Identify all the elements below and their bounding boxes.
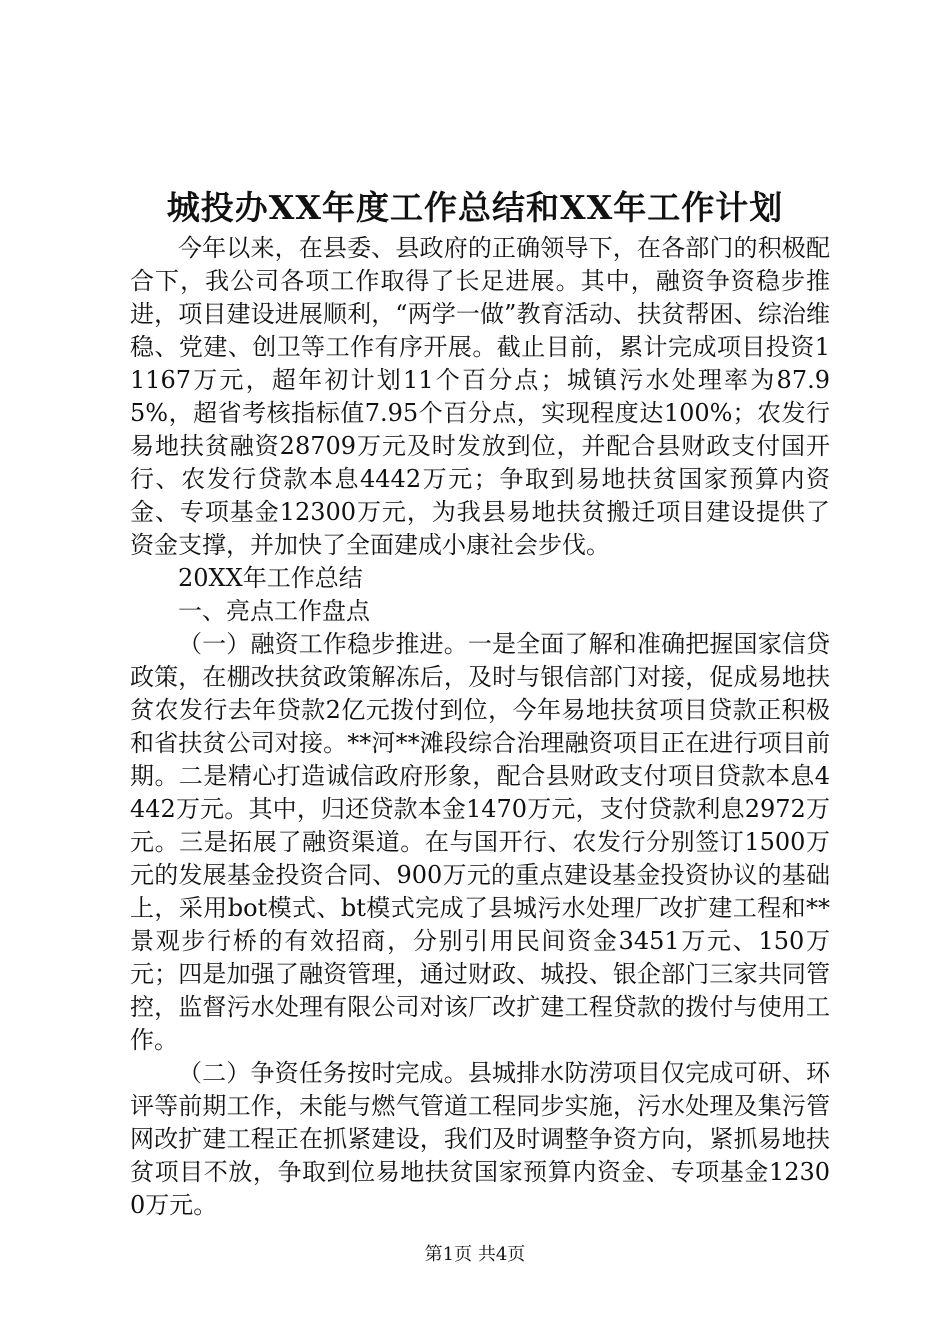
document-title: 城投办XX年度工作总结和XX年工作计划: [166, 188, 784, 227]
paragraph-financing: （一）融资工作稳步推进。一是全面了解和准确把握国家信贷政策，在棚改扶贫政策解冻后，及时与银信部门对接，促成易地扶贫农发行去年贷款2亿元拨付到位，今年易地扶贫项目贷款正积极和省扶贫公司对接。**河**滩段综合治理融资项目正在进行项目前期。二是精心打造诚信政府形象，配合县财政支付项目贷款本息4442万元。其中，归还贷款本金1470万元，支付贷款利息2972万元。三是拓展了融资渠道。在与国开行、农发行分别签订1500万元的发展基金投资合同、900万元的重点建设基金投资协议的基础上，采用bot模式、bt模式完成了县城污水处理厂改扩建工程和**景观步行桥的有效招商，分别引用民间资金3451万元、150万元；四是加强了融资管理，通过财政、城投、银企部门三家共同管控，监督污水处理有限公司对该厂改扩建工程贷款的拨付与使用工作。: [130, 630, 830, 1054]
page-footer: 第1页 共4页: [424, 1244, 526, 1265]
section-heading-highlights: 一、亮点工作盘点: [178, 597, 370, 625]
document-body: [130, 232, 830, 1222]
section-heading-summary: 20XX年工作总结: [178, 564, 363, 592]
paragraph-funding: （二）争资任务按时完成。县城排水防涝项目仅完成可研、环评等前期工作，未能与燃气管道工程同步实施，污水处理及集污管网改扩建工程正在抓紧建设，我们及时调整争资方向，紧抓易地扶贫项目不放，争取到位易地扶贫国家预算内资金、专项基金12300万元。: [130, 1059, 830, 1219]
paragraph-intro: 今年以来，在县委、县政府的正确领导下，在各部门的积极配合下，我公司各项工作取得了长足进展。其中，融资争资稳步推进，项目建设进展顺利，“两学一做”教育活动、扶贫帮困、综治维稳、党建、创卫等工作有序开展。截止目前，累计完成项目投资11167万元，超年初计划11个百分点；城镇污水处理率为87.95%，超省考核指标值7.95个百分点，实现程度达100%；农发行易地扶贫融资28709万元及时发放到位，并配合县财政支付国开行、农发行贷款本息4442万元；争取到易地扶贫国家预算内资金、专项基金12300万元，为我县易地扶贫搬迁项目建设提供了资金支撑，并加快了全面建成小康社会步伐。: [130, 234, 830, 559]
